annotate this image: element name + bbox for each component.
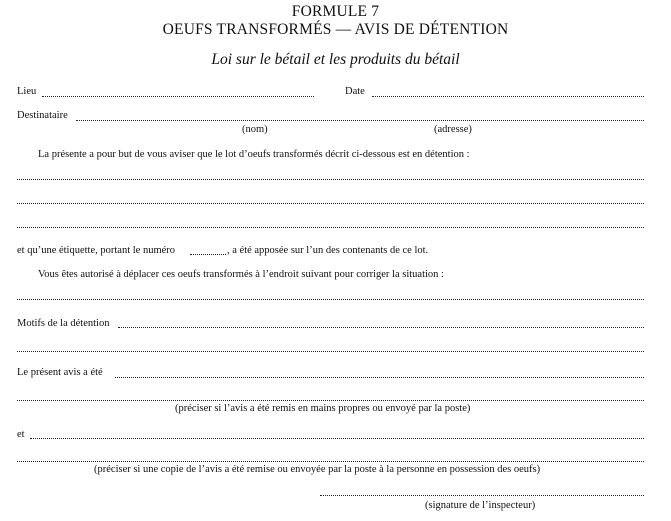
destination-field[interactable] <box>17 299 644 300</box>
et-label: et <box>17 429 25 440</box>
form-number: FORMULE 7 <box>291 3 380 20</box>
present-avis-field-line-2[interactable] <box>17 400 644 401</box>
motifs-field-line-2[interactable] <box>17 351 644 352</box>
lieu-label: Lieu <box>17 86 37 97</box>
destinataire-field[interactable] <box>76 120 644 121</box>
et-field-line-2[interactable] <box>17 461 644 462</box>
form-title: OEUFS TRANSFORMÉS — AVIS DE DÉTENTION <box>162 21 509 38</box>
intro-text: La présente a pour but de vous aviser que le lot d’oeufs transformés décrit ci-dessous est en détention : <box>38 149 470 160</box>
etiquette-text-after: , a été apposée sur l’un des contenants de ce lot. <box>227 245 429 256</box>
preciser-copie-caption: (préciser si une copie de l’avis a été remise ou envoyée par la poste à la personne en possession des oeufs) <box>94 464 541 475</box>
lot-description-line-2[interactable] <box>17 203 644 204</box>
lot-description-line-1[interactable] <box>17 179 644 180</box>
etiquette-number-field[interactable] <box>190 254 226 255</box>
present-avis-label: Le présent avis a été <box>17 367 103 378</box>
motifs-label: Motifs de la détention <box>17 318 110 329</box>
et-field-line-1[interactable] <box>30 438 644 439</box>
etiquette-text-before: et qu’une étiquette, portant le numéro <box>17 245 176 256</box>
signature-caption: (signature de l’inspecteur) <box>425 500 536 511</box>
date-label: Date <box>345 86 365 97</box>
preciser-avis-caption: (préciser si l’avis a été remis en mains propres ou envoyé par la poste) <box>175 403 471 414</box>
adresse-caption: (adresse) <box>434 124 472 135</box>
autorise-text: Vous êtes autorisé à déplacer ces oeufs transformés à l’endroit suivant pour corriger la situation : <box>38 269 444 280</box>
nom-caption: (nom) <box>242 124 268 135</box>
lot-description-line-3[interactable] <box>17 227 644 228</box>
date-field[interactable] <box>372 96 644 97</box>
act-title: Loi sur le bétail et les produits du bétail <box>211 51 460 68</box>
motifs-field-line-1[interactable] <box>118 327 644 328</box>
lieu-field[interactable] <box>42 96 314 97</box>
present-avis-field-line-1[interactable] <box>115 377 644 378</box>
signature-field[interactable] <box>320 495 644 496</box>
destinataire-label: Destinataire <box>17 110 68 121</box>
